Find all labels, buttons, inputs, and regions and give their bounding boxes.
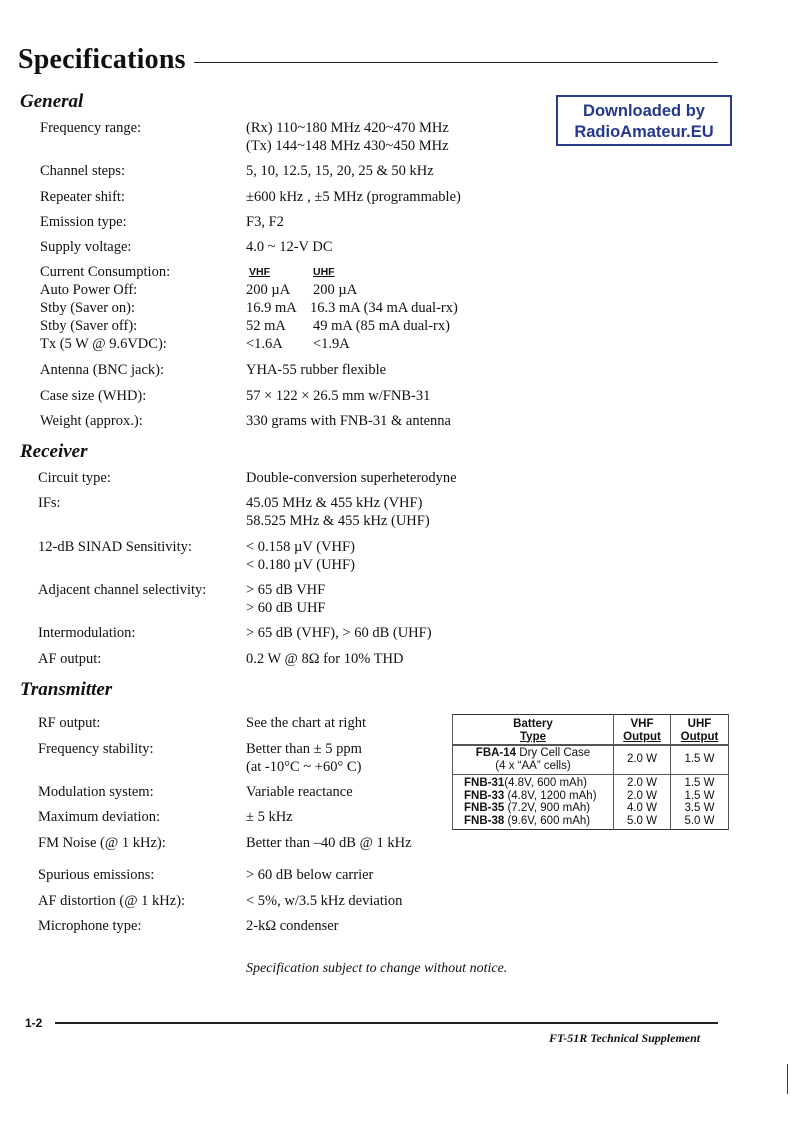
uhf-cell: 5.0 W — [671, 815, 729, 830]
af-distortion-label: AF distortion (@ 1 kHz): — [38, 893, 186, 909]
current-label: Current Consumption: — [40, 264, 171, 280]
stamp-line-1: Downloaded by — [583, 102, 705, 120]
ifs-vhf: 45.05 MHz & 455 kHz (VHF) — [246, 495, 423, 511]
freq-tx: (Tx) 144~148 MHz 430~450 MHz — [246, 138, 449, 154]
adjacent-vhf: > 65 dB VHF — [246, 582, 326, 598]
case-label: Case size (WHD): — [40, 388, 147, 404]
stability-range: (at -10°C ~ +60° C) — [246, 759, 362, 775]
battery-cell: FNB-38 (9.6V, 600 mAh) — [453, 815, 614, 830]
apo-vhf: 200 µA — [246, 282, 291, 298]
header-vhf-output: VHF Output — [614, 715, 671, 746]
vhf-cell: 5.0 W — [614, 815, 671, 830]
battery-cell: FNB-31(4.8V, 600 mAh) — [453, 775, 614, 790]
fba-14-cell: FBA-14 Dry Cell Case (4 x “AA” cells) — [453, 745, 614, 775]
freq-label: Frequency range: — [40, 120, 142, 136]
modulation-value: Variable reactance — [246, 784, 353, 800]
steps-label: Channel steps: — [40, 163, 125, 179]
section-transmitter: Transmitter — [20, 679, 113, 700]
weight-label: Weight (approx.): — [40, 413, 143, 429]
saver-on-vhf: 16.9 mA — [246, 300, 297, 316]
saver-on-uhf: 16.3 mA (34 mA dual-rx) — [310, 300, 458, 316]
uhf-cell: 1.5 W — [671, 775, 729, 790]
sinad-label: 12-dB SINAD Sensitivity: — [38, 539, 192, 555]
current-uhf-header: UHF — [313, 266, 335, 278]
apo-label: Auto Power Off: — [40, 282, 138, 298]
section-receiver: Receiver — [20, 441, 88, 462]
modulation-label: Modulation system: — [38, 784, 154, 800]
stability-value: Better than ± 5 ppm — [246, 741, 362, 757]
adjacent-label: Adjacent channel selectivity: — [38, 582, 207, 598]
rf-output-label: RF output: — [38, 715, 101, 731]
table-row — [453, 790, 729, 803]
vhf-cell: 2.0 W — [614, 775, 671, 790]
section-general: General — [20, 91, 84, 112]
title-rule — [194, 62, 718, 63]
deviation-value: ± 5 kHz — [246, 809, 293, 825]
saver-off-label: Stby (Saver off): — [40, 318, 138, 334]
ifs-uhf: 58.525 MHz & 455 kHz (UHF) — [246, 513, 430, 529]
antenna-label: Antenna (BNC jack): — [40, 362, 165, 378]
uhf-cell: 3.5 W — [671, 802, 729, 815]
battery-output-table — [452, 714, 729, 830]
deviation-label: Maximum deviation: — [38, 809, 161, 825]
shift-label: Repeater shift: — [40, 189, 125, 205]
ifs-label: IFs: — [38, 495, 61, 511]
fm-noise-label: FM Noise (@ 1 kHz): — [38, 835, 166, 851]
circuit-value: Double-conversion superheterodyne — [246, 470, 457, 486]
header-uhf-output: UHF Output — [671, 715, 729, 746]
fba-14-uhf: 1.5 W — [671, 745, 729, 775]
microphone-label: Microphone type: — [38, 918, 142, 934]
uhf-cell: 1.5 W — [671, 790, 729, 803]
antenna-value: YHA-55 rubber flexible — [246, 362, 387, 378]
intermod-label: Intermodulation: — [38, 625, 136, 641]
spec-change-note: Specification subject to change without notice. — [246, 961, 508, 976]
case-value: 57 × 122 × 26.5 mm w/FNB-31 — [246, 388, 431, 404]
steps-value: 5, 10, 12.5, 15, 20, 25 & 50 kHz — [246, 163, 434, 179]
document-title: FT-51R Technical Supplement — [549, 1031, 701, 1045]
table-header-row — [453, 715, 729, 746]
weight-value: 330 grams with FNB-31 & antenna — [246, 413, 451, 429]
emission-label: Emission type: — [40, 214, 127, 230]
stamp-line-2: RadioAmateur.EU — [574, 123, 714, 141]
spurious-label: Spurious emissions: — [38, 867, 155, 883]
table-row — [453, 745, 729, 775]
header-battery-type: Battery Type — [453, 715, 614, 746]
footer-rule — [55, 1022, 718, 1024]
saver-off-vhf: 52 mA — [246, 318, 286, 334]
table-row — [453, 815, 729, 830]
emission-value: F3, F2 — [246, 214, 284, 230]
fm-noise-value: Better than –40 dB @ 1 kHz — [246, 835, 412, 851]
supply-label: Supply voltage: — [40, 239, 132, 255]
apo-uhf: 200 µA — [313, 282, 358, 298]
scan-edge-mark — [787, 1064, 788, 1094]
shift-value: ±600 kHz , ±5 MHz (programmable) — [246, 189, 461, 205]
saver-on-label: Stby (Saver on): — [40, 300, 136, 316]
tx-current-vhf: <1.6A — [246, 336, 283, 352]
sinad-uhf: < 0.180 µV (UHF) — [246, 557, 355, 573]
freq-rx: (Rx) 110~180 MHz 420~470 MHz — [246, 120, 449, 136]
af-distortion-value: < 5%, w/3.5 kHz deviation — [246, 893, 403, 909]
tx-current-uhf: <1.9A — [313, 336, 350, 352]
tx-current-label: Tx (5 W @ 9.6VDC): — [40, 336, 167, 352]
sinad-vhf: < 0.158 µV (VHF) — [246, 539, 355, 555]
af-output-label: AF output: — [38, 651, 102, 667]
vhf-cell: 2.0 W — [614, 790, 671, 803]
rf-output-value: See the chart at right — [246, 715, 366, 731]
battery-cell: FNB-33 (4.8V, 1200 mAh) — [453, 790, 614, 803]
saver-off-uhf: 49 mA (85 mA dual-rx) — [313, 318, 450, 334]
spurious-value: > 60 dB below carrier — [246, 867, 374, 883]
circuit-label: Circuit type: — [38, 470, 111, 486]
intermod-value: > 65 dB (VHF), > 60 dB (UHF) — [246, 625, 432, 641]
battery-cell: FNB-35 (7.2V, 900 mAh) — [453, 802, 614, 815]
microphone-value: 2-kΩ condenser — [246, 918, 339, 934]
table-row — [453, 775, 729, 790]
adjacent-uhf: > 60 dB UHF — [246, 600, 326, 616]
vhf-cell: 4.0 W — [614, 802, 671, 815]
download-stamp — [556, 95, 732, 146]
page-title: Specifications — [18, 44, 186, 75]
stability-label: Frequency stability: — [38, 741, 154, 757]
fba-14-vhf: 2.0 W — [614, 745, 671, 775]
supply-value: 4.0 ~ 12-V DC — [246, 239, 333, 255]
page-number: 1-2 — [25, 1016, 43, 1030]
current-vhf-header: VHF — [249, 266, 270, 278]
table-row — [453, 802, 729, 815]
af-output-value: 0.2 W @ 8Ω for 10% THD — [246, 651, 404, 667]
